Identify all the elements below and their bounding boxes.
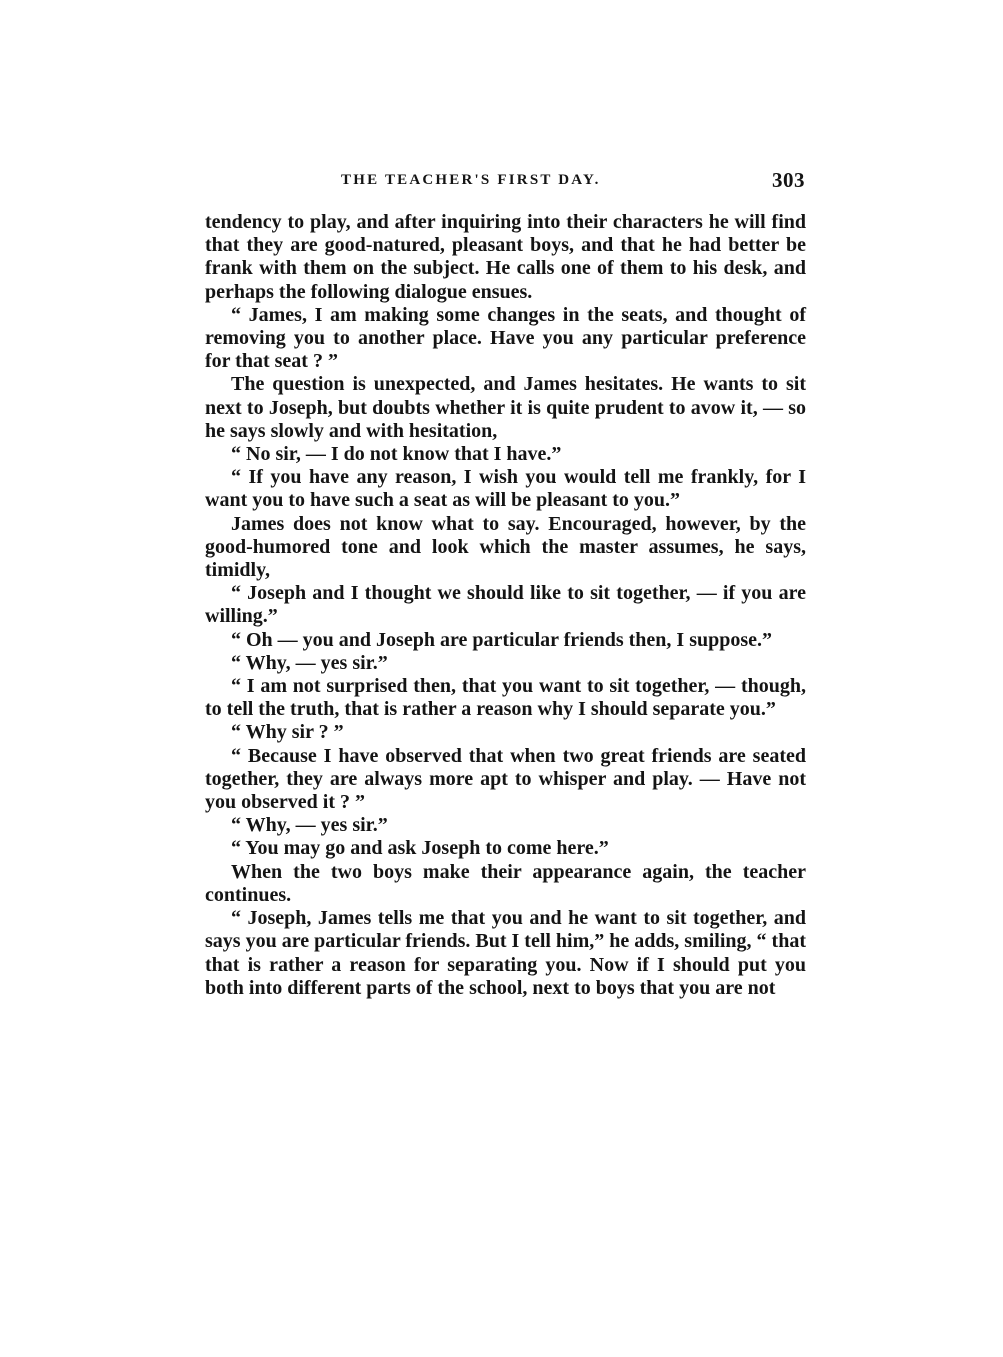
paragraph: “ Why, — yes sir.” (231, 651, 388, 674)
paragraph: “ Oh — you and Joseph are particular friends then, I suppose.” (231, 628, 773, 651)
paragraph: “ James, I am making some changes in the seats, and thought of removing you to another place. Have you any particular preference for that seat ? ” (205, 303, 806, 373)
paragraph: “ No sir, — I do not know that I have.” (231, 443, 562, 466)
paragraph: “ I am not surprised then, that you want to sit together, — though, to tell the truth, that is rather a reason why I should separate you.” (205, 675, 806, 721)
paragraph: “ Why sir ? ” (231, 721, 344, 744)
paragraph: tendency to play, and after inquiring into their characters he will find that they are good-natured, pleasant boys, and that he had better be frank with them on the subject. He calls one of them to his desk, and perhaps the following dialogue ensues. (205, 211, 806, 303)
running-head: THE TEACHER'S FIRST DAY. (341, 172, 601, 188)
paragraph: “ Because I have observed that when two great friends are seated together, they are always more apt to whisper and play. — Have not you observed it ? ” (205, 744, 806, 814)
paragraph: When the two boys make their appearance again, the teacher continues. (205, 860, 806, 906)
paragraph: “ Joseph, James tells me that you and he want to sit together, and says you are particular friends. But I tell him,” he adds, smiling, “ that that is rather a reason for separating you. Now if I should put you both into different parts of the school, next to boys that you are not (205, 907, 806, 999)
paragraph: “ Why, — yes sir.” (231, 814, 388, 837)
paragraph: “ You may go and ask Joseph to come here.” (231, 837, 609, 860)
page-header (205, 170, 805, 200)
paragraph: James does not know what to say. Encouraged, however, by the good-humored tone and look which the master assumes, he says, timidly, (205, 512, 806, 582)
paragraph: “ If you have any reason, I wish you would tell me frankly, for I want you to have such a seat as will be pleasant to you.” (205, 466, 806, 512)
page-number: 303 (772, 168, 805, 192)
paragraph: “ Joseph and I thought we should like to sit together, — if you are willing.” (205, 582, 806, 628)
paragraph: The question is unexpected, and James hesitates. He wants to sit next to Joseph, but doubts whether it is quite prudent to avow it, — so he says slowly and with hesitation, (205, 373, 806, 442)
page-body (205, 211, 806, 1000)
